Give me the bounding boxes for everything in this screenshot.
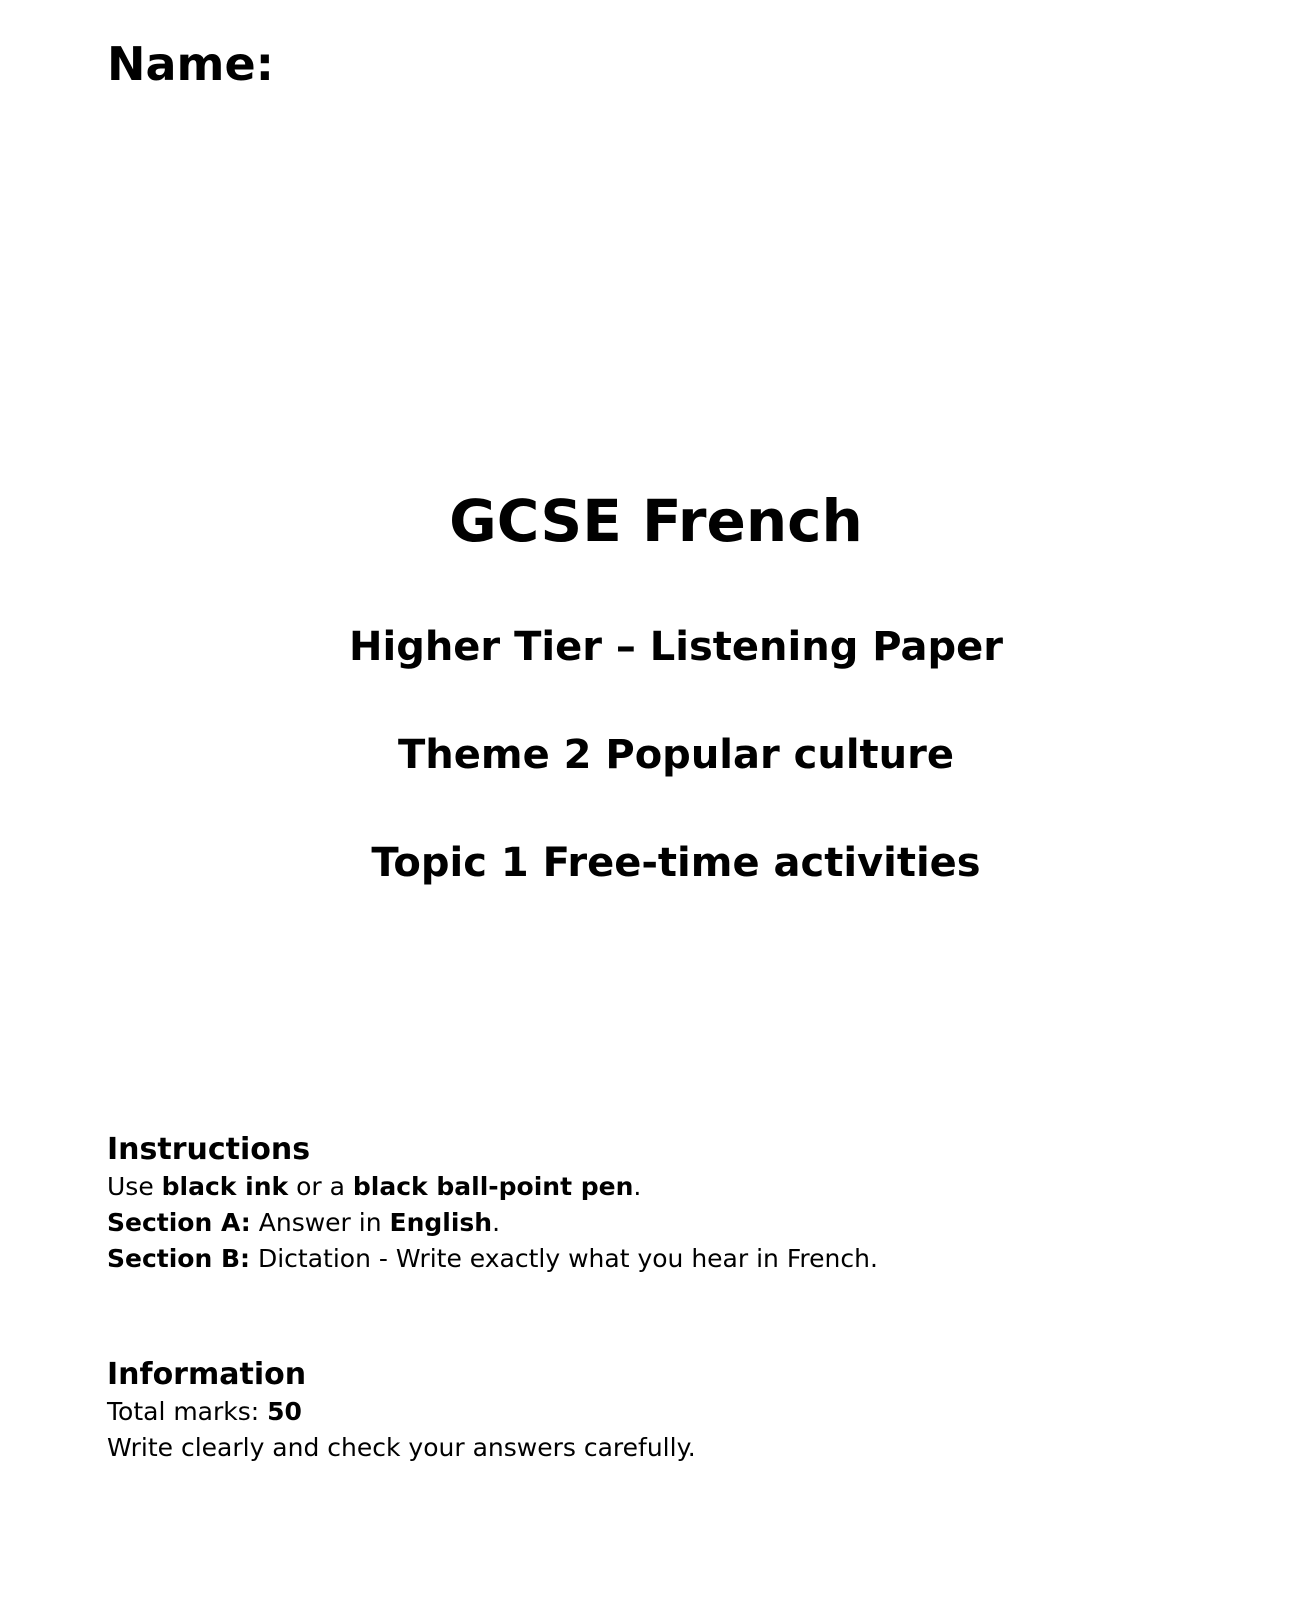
paper-topic: Topic 1 Free-time activities	[371, 840, 981, 886]
instructions-section	[107, 1131, 1207, 1277]
information-line-marks	[107, 1394, 1207, 1430]
paper-tier: Higher Tier – Listening Paper	[349, 624, 1003, 670]
instruction-emphasis: black ink	[161, 1172, 289, 1201]
instruction-line-ink	[107, 1169, 1207, 1205]
total-marks-value: 50	[267, 1397, 302, 1426]
instruction-line-section-a	[107, 1205, 1207, 1241]
instruction-line-section-b	[107, 1241, 1207, 1277]
information-heading: Information	[107, 1357, 307, 1392]
information-line-advice: Write clearly and check your answers carefully.	[107, 1433, 696, 1462]
instruction-text: .	[633, 1172, 642, 1201]
instruction-emphasis: English	[389, 1208, 493, 1237]
instruction-text: Dictation - Write exactly what you hear in French.	[250, 1244, 878, 1273]
instruction-emphasis: black ball-point pen	[352, 1172, 634, 1201]
section-b-label: Section B:	[107, 1244, 251, 1273]
instruction-text: Answer in	[250, 1208, 390, 1237]
information-text: Total marks:	[107, 1397, 268, 1426]
instruction-text: .	[492, 1208, 501, 1237]
instruction-text: or a	[288, 1172, 353, 1201]
paper-theme: Theme 2 Popular culture	[398, 732, 954, 778]
paper-title: GCSE French	[449, 487, 863, 555]
information-section	[107, 1356, 1207, 1466]
instruction-text: Use	[107, 1172, 162, 1201]
section-a-label: Section A:	[107, 1208, 251, 1237]
instructions-heading: Instructions	[107, 1132, 311, 1167]
name-label: Name:	[107, 37, 275, 91]
